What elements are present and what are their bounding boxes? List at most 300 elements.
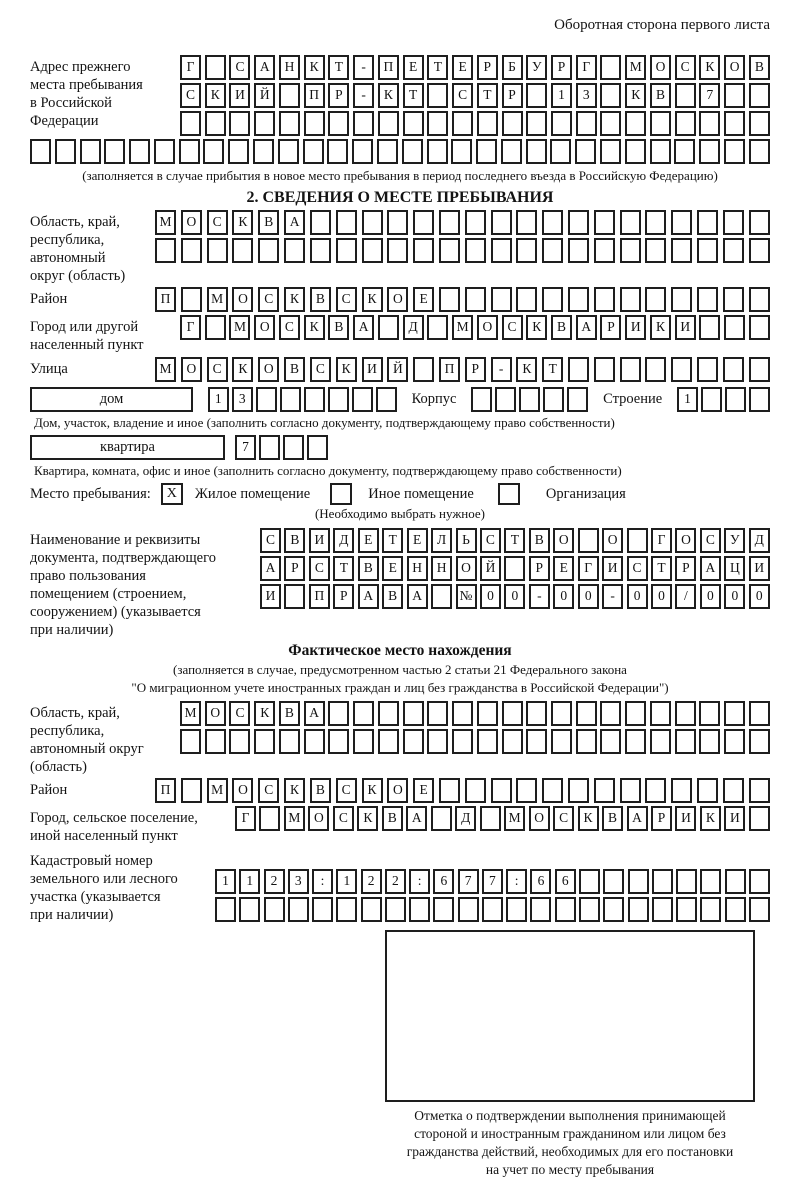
form-cell[interactable] — [516, 778, 537, 803]
form-cell[interactable] — [600, 701, 621, 726]
form-cell[interactable]: Д — [749, 528, 770, 553]
form-cell[interactable] — [555, 897, 576, 922]
form-cell[interactable] — [465, 287, 486, 312]
form-cell[interactable]: 2 — [361, 869, 382, 894]
form-cell[interactable]: В — [284, 357, 305, 382]
form-cell[interactable]: А — [254, 55, 275, 80]
form-cell[interactable] — [502, 729, 523, 754]
form-cell[interactable] — [427, 315, 448, 340]
form-cell[interactable] — [431, 584, 452, 609]
form-cell[interactable]: С — [336, 778, 357, 803]
form-cell[interactable]: : — [506, 869, 527, 894]
form-cell[interactable] — [376, 387, 397, 412]
form-cell[interactable] — [215, 897, 236, 922]
form-cell[interactable] — [671, 778, 692, 803]
form-cell[interactable] — [749, 83, 770, 108]
form-cell[interactable] — [431, 806, 452, 831]
form-cell[interactable]: Ь — [456, 528, 477, 553]
form-cell[interactable]: 7 — [482, 869, 503, 894]
form-cell[interactable] — [465, 238, 486, 263]
form-cell[interactable] — [724, 111, 745, 136]
form-cell[interactable] — [675, 729, 696, 754]
form-cell[interactable] — [279, 83, 300, 108]
form-cell[interactable] — [749, 210, 770, 235]
form-cell[interactable]: К — [378, 83, 399, 108]
form-cell[interactable]: К — [362, 778, 383, 803]
form-cell[interactable] — [452, 111, 473, 136]
form-cell[interactable]: И — [260, 584, 281, 609]
form-cell[interactable]: : — [312, 869, 333, 894]
form-cell[interactable]: Е — [407, 528, 428, 553]
form-cell[interactable] — [675, 83, 696, 108]
form-cell[interactable] — [699, 139, 720, 164]
form-cell[interactable] — [526, 83, 547, 108]
form-cell[interactable] — [205, 729, 226, 754]
form-cell[interactable] — [526, 701, 547, 726]
form-cell[interactable]: С — [336, 287, 357, 312]
form-cell[interactable]: О — [456, 556, 477, 581]
form-cell[interactable]: О — [650, 55, 671, 80]
form-cell[interactable] — [452, 701, 473, 726]
form-cell[interactable]: Д — [333, 528, 354, 553]
form-cell[interactable] — [352, 139, 373, 164]
form-cell[interactable] — [701, 387, 722, 412]
form-cell[interactable]: О — [232, 287, 253, 312]
form-cell[interactable]: С — [260, 528, 281, 553]
form-cell[interactable] — [650, 111, 671, 136]
form-cell[interactable] — [385, 897, 406, 922]
form-cell[interactable]: Н — [407, 556, 428, 581]
form-cell[interactable] — [516, 210, 537, 235]
form-cell[interactable] — [476, 139, 497, 164]
form-cell[interactable]: К — [336, 357, 357, 382]
form-cell[interactable]: В — [358, 556, 379, 581]
form-cell[interactable] — [362, 210, 383, 235]
form-cell[interactable]: С — [207, 210, 228, 235]
form-cell[interactable] — [568, 210, 589, 235]
form-cell[interactable] — [526, 111, 547, 136]
form-cell[interactable] — [620, 357, 641, 382]
form-cell[interactable]: 3 — [288, 869, 309, 894]
form-cell[interactable] — [568, 778, 589, 803]
form-cell[interactable] — [482, 897, 503, 922]
form-cell[interactable] — [724, 139, 745, 164]
form-cell[interactable]: М — [155, 210, 176, 235]
form-cell[interactable]: 2 — [385, 869, 406, 894]
form-cell[interactable]: С — [553, 806, 574, 831]
form-cell[interactable] — [671, 210, 692, 235]
form-cell[interactable]: 0 — [504, 584, 525, 609]
form-cell[interactable]: О — [477, 315, 498, 340]
form-cell[interactable]: В — [551, 315, 572, 340]
form-cell[interactable]: С — [700, 528, 721, 553]
form-cell[interactable] — [625, 701, 646, 726]
form-cell[interactable] — [699, 315, 720, 340]
form-cell[interactable] — [749, 778, 770, 803]
form-cell[interactable]: Т — [651, 556, 672, 581]
form-cell[interactable] — [491, 778, 512, 803]
form-cell[interactable]: 6 — [530, 869, 551, 894]
form-cell[interactable] — [749, 897, 770, 922]
form-cell[interactable] — [409, 897, 430, 922]
form-cell[interactable]: М — [504, 806, 525, 831]
form-cell[interactable] — [526, 729, 547, 754]
form-cell[interactable]: Т — [477, 83, 498, 108]
form-cell[interactable] — [724, 729, 745, 754]
form-cell[interactable] — [477, 111, 498, 136]
form-cell[interactable] — [328, 729, 349, 754]
form-cell[interactable] — [749, 357, 770, 382]
form-cell[interactable]: В — [310, 287, 331, 312]
form-cell[interactable] — [327, 139, 348, 164]
form-cell[interactable] — [304, 387, 325, 412]
form-cell[interactable] — [749, 139, 770, 164]
form-cell[interactable] — [413, 238, 434, 263]
form-cell[interactable]: Р — [465, 357, 486, 382]
form-cell[interactable]: И — [229, 83, 250, 108]
form-cell[interactable]: В — [650, 83, 671, 108]
form-cell[interactable] — [80, 139, 101, 164]
form-cell[interactable]: С — [279, 315, 300, 340]
form-cell[interactable] — [543, 387, 564, 412]
form-cell[interactable]: О — [529, 806, 550, 831]
form-cell[interactable]: К — [205, 83, 226, 108]
form-cell[interactable]: И — [724, 806, 745, 831]
form-cell[interactable] — [594, 238, 615, 263]
form-cell[interactable]: 7 — [699, 83, 720, 108]
form-cell[interactable]: Ц — [724, 556, 745, 581]
form-cell[interactable] — [278, 139, 299, 164]
form-cell[interactable]: К — [650, 315, 671, 340]
form-cell[interactable]: С — [480, 528, 501, 553]
form-cell[interactable]: О — [387, 287, 408, 312]
form-cell[interactable] — [600, 55, 621, 80]
form-cell[interactable] — [675, 701, 696, 726]
form-cell[interactable]: С — [180, 83, 201, 108]
form-cell[interactable] — [724, 83, 745, 108]
form-cell[interactable]: В — [310, 778, 331, 803]
form-cell[interactable] — [352, 387, 373, 412]
form-cell[interactable] — [676, 897, 697, 922]
form-cell[interactable]: Т — [382, 528, 403, 553]
form-cell[interactable] — [284, 238, 305, 263]
form-cell[interactable] — [458, 897, 479, 922]
form-cell[interactable] — [697, 357, 718, 382]
form-cell[interactable] — [427, 111, 448, 136]
form-cell[interactable] — [576, 729, 597, 754]
form-cell[interactable]: - — [602, 584, 623, 609]
checkbox-inoe-pomeshchenie[interactable] — [330, 483, 352, 505]
form-cell[interactable] — [749, 869, 770, 894]
form-cell[interactable]: Р — [600, 315, 621, 340]
form-cell[interactable]: 1 — [677, 387, 698, 412]
form-cell[interactable]: Н — [431, 556, 452, 581]
form-cell[interactable]: Н — [279, 55, 300, 80]
form-cell[interactable]: О — [553, 528, 574, 553]
form-cell[interactable]: Г — [235, 806, 256, 831]
form-cell[interactable] — [256, 387, 277, 412]
form-cell[interactable]: 3 — [576, 83, 597, 108]
form-cell[interactable]: Е — [413, 287, 434, 312]
form-cell[interactable]: М — [229, 315, 250, 340]
form-cell[interactable]: 0 — [700, 584, 721, 609]
form-cell[interactable]: И — [362, 357, 383, 382]
form-cell[interactable]: 0 — [627, 584, 648, 609]
form-cell[interactable] — [603, 869, 624, 894]
form-cell[interactable]: Р — [529, 556, 550, 581]
form-cell[interactable]: К — [254, 701, 275, 726]
form-cell[interactable] — [749, 387, 770, 412]
form-cell[interactable] — [749, 701, 770, 726]
form-cell[interactable]: К — [516, 357, 537, 382]
form-cell[interactable]: С — [310, 357, 331, 382]
form-cell[interactable]: Т — [333, 556, 354, 581]
form-cell[interactable]: 6 — [433, 869, 454, 894]
form-cell[interactable] — [495, 387, 516, 412]
form-cell[interactable]: В — [284, 528, 305, 553]
form-cell[interactable]: Г — [651, 528, 672, 553]
form-cell[interactable] — [652, 897, 673, 922]
form-cell[interactable] — [239, 897, 260, 922]
form-cell[interactable] — [671, 357, 692, 382]
form-cell[interactable] — [378, 701, 399, 726]
form-cell[interactable] — [452, 729, 473, 754]
form-cell[interactable] — [312, 897, 333, 922]
form-cell[interactable]: К — [304, 55, 325, 80]
form-cell[interactable] — [516, 287, 537, 312]
form-cell[interactable]: П — [309, 584, 330, 609]
form-cell[interactable]: Л — [431, 528, 452, 553]
form-cell[interactable] — [378, 315, 399, 340]
form-cell[interactable] — [699, 701, 720, 726]
form-cell[interactable]: М — [207, 287, 228, 312]
form-cell[interactable]: 1 — [208, 387, 229, 412]
form-cell[interactable] — [578, 528, 599, 553]
form-cell[interactable] — [229, 729, 250, 754]
form-cell[interactable]: Г — [180, 55, 201, 80]
form-cell[interactable]: В — [279, 701, 300, 726]
form-cell[interactable] — [387, 210, 408, 235]
form-cell[interactable] — [516, 238, 537, 263]
form-cell[interactable]: Р — [328, 83, 349, 108]
form-cell[interactable] — [542, 778, 563, 803]
form-cell[interactable]: О — [675, 528, 696, 553]
form-cell[interactable]: 1 — [215, 869, 236, 894]
form-cell[interactable] — [403, 111, 424, 136]
form-cell[interactable]: Б — [502, 55, 523, 80]
form-cell[interactable] — [575, 139, 596, 164]
form-cell[interactable] — [427, 83, 448, 108]
form-cell[interactable]: Е — [452, 55, 473, 80]
form-cell[interactable]: М — [625, 55, 646, 80]
form-cell[interactable] — [181, 238, 202, 263]
form-cell[interactable]: С — [258, 287, 279, 312]
form-cell[interactable] — [307, 435, 328, 460]
form-cell[interactable]: Р — [284, 556, 305, 581]
form-cell[interactable] — [530, 897, 551, 922]
form-cell[interactable] — [650, 729, 671, 754]
form-cell[interactable] — [439, 778, 460, 803]
form-cell[interactable] — [55, 139, 76, 164]
form-cell[interactable] — [304, 111, 325, 136]
form-cell[interactable]: 6 — [555, 869, 576, 894]
form-cell[interactable] — [280, 387, 301, 412]
form-cell[interactable] — [254, 729, 275, 754]
form-cell[interactable]: О — [181, 210, 202, 235]
form-cell[interactable]: А — [627, 806, 648, 831]
form-cell[interactable] — [229, 111, 250, 136]
form-cell[interactable] — [725, 897, 746, 922]
form-cell[interactable]: 1 — [336, 869, 357, 894]
form-cell[interactable] — [433, 897, 454, 922]
form-cell[interactable]: / — [675, 584, 696, 609]
form-cell[interactable] — [502, 111, 523, 136]
form-cell[interactable]: К — [284, 778, 305, 803]
form-cell[interactable] — [594, 357, 615, 382]
form-cell[interactable] — [232, 238, 253, 263]
form-cell[interactable]: А — [358, 584, 379, 609]
form-cell[interactable] — [427, 139, 448, 164]
form-cell[interactable]: М — [284, 806, 305, 831]
form-cell[interactable] — [104, 139, 125, 164]
form-cell[interactable] — [600, 83, 621, 108]
form-cell[interactable] — [303, 139, 324, 164]
form-cell[interactable]: 0 — [578, 584, 599, 609]
form-cell[interactable] — [403, 729, 424, 754]
form-cell[interactable] — [600, 111, 621, 136]
form-cell[interactable] — [650, 701, 671, 726]
form-cell[interactable] — [625, 139, 646, 164]
form-cell[interactable] — [491, 287, 512, 312]
form-cell[interactable]: М — [180, 701, 201, 726]
form-cell[interactable]: М — [155, 357, 176, 382]
form-cell[interactable] — [336, 897, 357, 922]
form-cell[interactable] — [413, 210, 434, 235]
form-cell[interactable] — [180, 111, 201, 136]
form-cell[interactable] — [620, 778, 641, 803]
form-cell[interactable]: И — [625, 315, 646, 340]
form-cell[interactable]: 3 — [232, 387, 253, 412]
form-cell[interactable] — [413, 357, 434, 382]
form-cell[interactable]: Т — [328, 55, 349, 80]
form-cell[interactable]: С — [309, 556, 330, 581]
form-cell[interactable]: В — [328, 315, 349, 340]
form-cell[interactable]: В — [749, 55, 770, 80]
form-cell[interactable]: Й — [387, 357, 408, 382]
form-cell[interactable]: 0 — [651, 584, 672, 609]
form-cell[interactable]: К — [232, 210, 253, 235]
form-cell[interactable] — [403, 701, 424, 726]
form-cell[interactable] — [377, 139, 398, 164]
form-cell[interactable]: В — [382, 584, 403, 609]
form-cell[interactable] — [477, 701, 498, 726]
form-cell[interactable] — [749, 287, 770, 312]
form-cell[interactable]: К — [578, 806, 599, 831]
form-cell[interactable] — [628, 897, 649, 922]
form-cell[interactable] — [402, 139, 423, 164]
form-cell[interactable] — [724, 701, 745, 726]
form-cell[interactable] — [749, 315, 770, 340]
form-cell[interactable] — [361, 897, 382, 922]
form-cell[interactable] — [353, 701, 374, 726]
form-cell[interactable] — [645, 210, 666, 235]
form-cell[interactable] — [154, 139, 175, 164]
form-cell[interactable]: Д — [455, 806, 476, 831]
form-cell[interactable] — [387, 238, 408, 263]
form-cell[interactable] — [645, 287, 666, 312]
form-cell[interactable] — [353, 729, 374, 754]
form-cell[interactable] — [491, 210, 512, 235]
form-cell[interactable] — [526, 139, 547, 164]
form-cell[interactable] — [699, 111, 720, 136]
form-cell[interactable]: К — [357, 806, 378, 831]
form-cell[interactable]: У — [526, 55, 547, 80]
form-cell[interactable]: П — [378, 55, 399, 80]
form-cell[interactable] — [542, 238, 563, 263]
form-cell[interactable]: 7 — [458, 869, 479, 894]
form-cell[interactable] — [378, 729, 399, 754]
form-cell[interactable]: Т — [504, 528, 525, 553]
form-cell[interactable] — [279, 111, 300, 136]
form-cell[interactable] — [504, 556, 525, 581]
form-cell[interactable]: С — [452, 83, 473, 108]
checkbox-zhiloe-pomeshchenie[interactable]: X — [161, 483, 183, 505]
form-cell[interactable] — [502, 701, 523, 726]
form-cell[interactable] — [749, 238, 770, 263]
form-cell[interactable] — [700, 897, 721, 922]
form-cell[interactable]: № — [456, 584, 477, 609]
form-cell[interactable]: А — [576, 315, 597, 340]
form-cell[interactable]: - — [353, 55, 374, 80]
form-cell[interactable] — [551, 729, 572, 754]
form-cell[interactable] — [620, 287, 641, 312]
form-cell[interactable]: К — [625, 83, 646, 108]
form-cell[interactable]: С — [229, 55, 250, 80]
form-cell[interactable] — [674, 139, 695, 164]
form-cell[interactable]: О — [181, 357, 202, 382]
form-cell[interactable] — [353, 111, 374, 136]
form-cell[interactable] — [283, 435, 304, 460]
form-cell[interactable] — [723, 287, 744, 312]
form-cell[interactable]: Й — [254, 83, 275, 108]
form-cell[interactable] — [723, 210, 744, 235]
form-cell[interactable]: П — [439, 357, 460, 382]
form-cell[interactable]: Р — [651, 806, 672, 831]
form-cell[interactable] — [620, 238, 641, 263]
form-cell[interactable] — [207, 238, 228, 263]
form-cell[interactable]: : — [409, 869, 430, 894]
checkbox-organizatsiya[interactable] — [498, 483, 520, 505]
form-cell[interactable]: А — [284, 210, 305, 235]
form-cell[interactable] — [675, 111, 696, 136]
form-cell[interactable] — [652, 869, 673, 894]
form-cell[interactable] — [576, 111, 597, 136]
form-cell[interactable] — [477, 729, 498, 754]
form-cell[interactable]: П — [155, 778, 176, 803]
form-cell[interactable]: П — [304, 83, 325, 108]
form-cell[interactable]: Е — [413, 778, 434, 803]
form-cell[interactable] — [749, 806, 770, 831]
form-cell[interactable] — [697, 238, 718, 263]
form-cell[interactable] — [627, 528, 648, 553]
form-cell[interactable] — [336, 238, 357, 263]
form-cell[interactable]: Р — [477, 55, 498, 80]
form-cell[interactable]: 0 — [480, 584, 501, 609]
form-cell[interactable] — [645, 778, 666, 803]
form-cell[interactable]: Й — [480, 556, 501, 581]
form-cell[interactable] — [328, 111, 349, 136]
form-cell[interactable] — [310, 238, 331, 263]
